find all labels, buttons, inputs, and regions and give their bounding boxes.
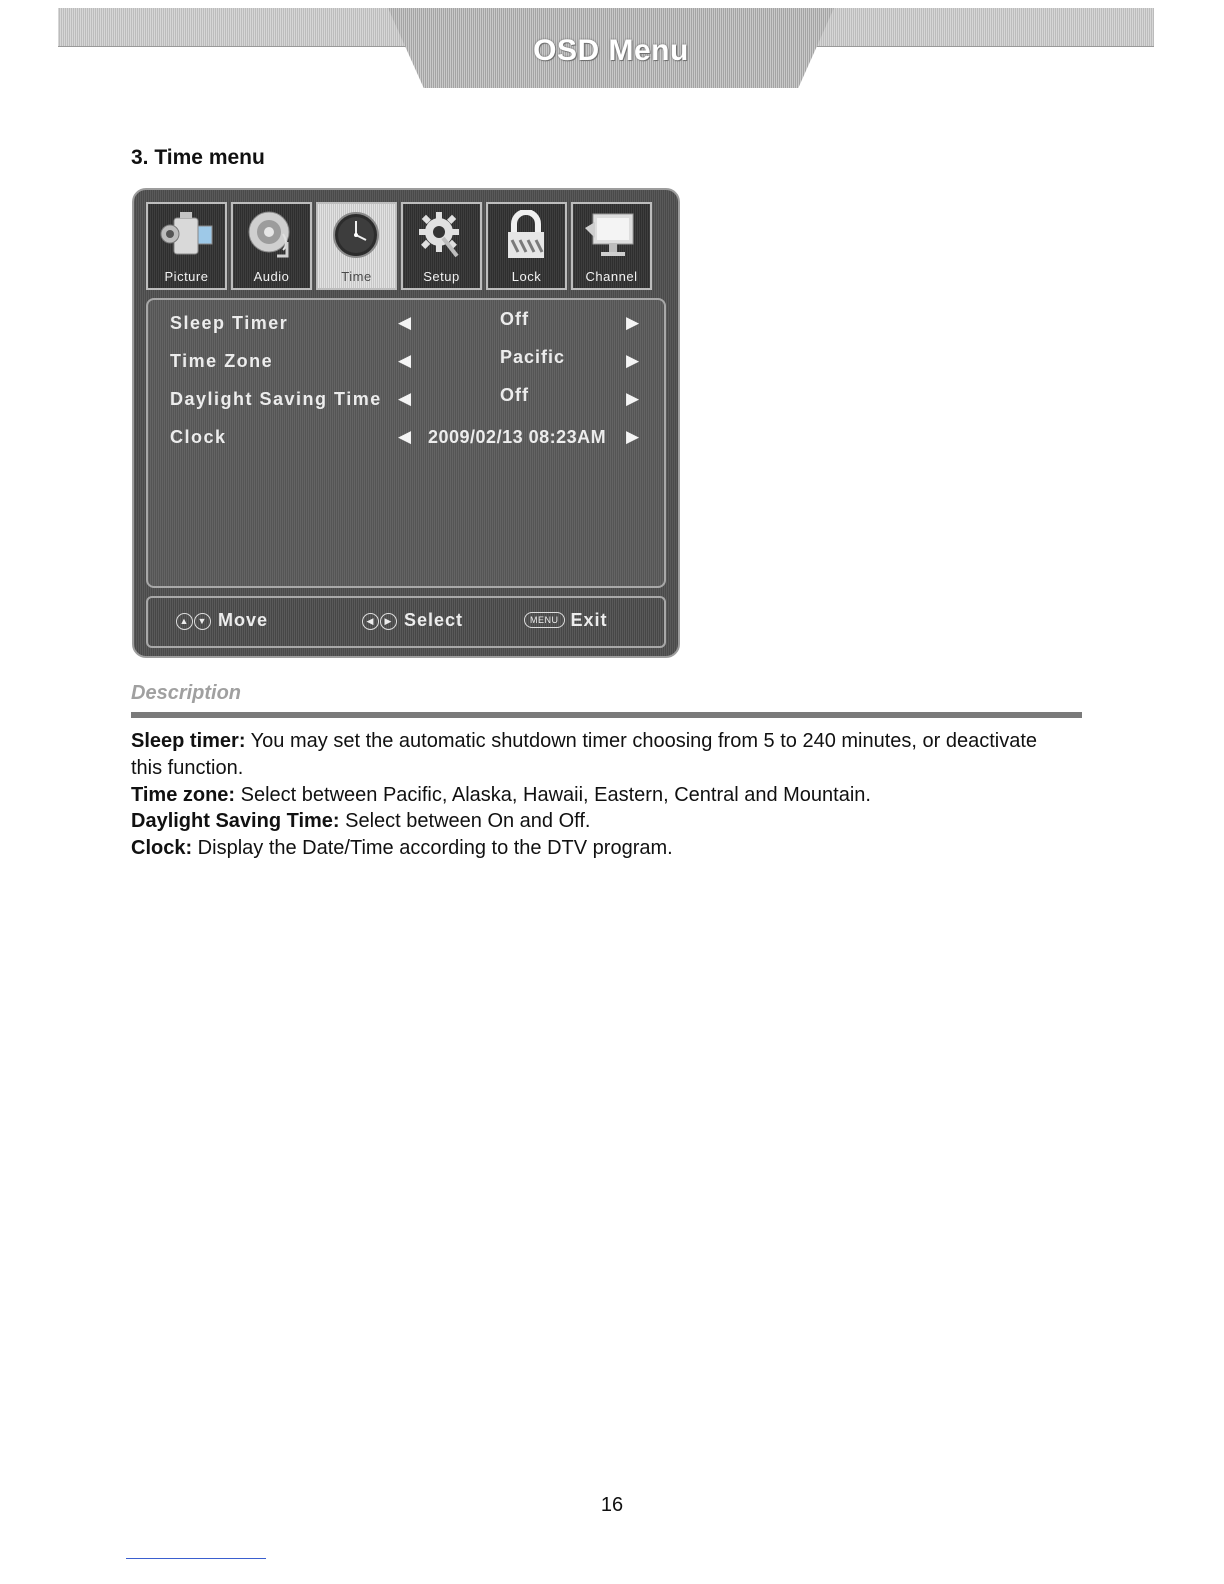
- hint-move: [176, 610, 268, 631]
- description-text: Select between On and Off.: [339, 810, 591, 833]
- setting-label: Clock: [170, 427, 227, 447]
- description-item: [131, 782, 1061, 809]
- up-arrow-icon: ▲: [176, 613, 193, 630]
- hint-exit-label: Exit: [570, 610, 608, 630]
- arrow-right-icon[interactable]: ▶: [626, 313, 640, 332]
- osd-menu-screenshot: [132, 188, 680, 658]
- setting-row-sleep-timer[interactable]: [148, 308, 664, 338]
- tab-setup[interactable]: [401, 202, 482, 290]
- menu-key-icon: MENU: [524, 612, 565, 628]
- arrow-left-icon[interactable]: ◀: [398, 427, 412, 446]
- hint-select-label: Select: [404, 610, 464, 630]
- tab-picture[interactable]: [146, 202, 227, 290]
- description-title: Description: [131, 682, 242, 704]
- right-arrow-icon: ▶: [380, 613, 397, 630]
- setting-label: Daylight Saving Time: [170, 389, 382, 409]
- setting-label: Time Zone: [170, 351, 274, 371]
- description-term: Daylight Saving Time:: [131, 810, 340, 833]
- settings-panel: [146, 298, 666, 588]
- tab-time[interactable]: [316, 202, 397, 290]
- description-term: Time zone:: [131, 783, 236, 806]
- arrow-right-icon[interactable]: ▶: [626, 351, 640, 370]
- description-text: You may set the automatic shutdown timer choosing from 5 to 240 minutes, or deactivate this function.: [131, 730, 1038, 779]
- hint-exit: [524, 610, 608, 631]
- tab-audio[interactable]: [231, 202, 312, 290]
- tab-channel[interactable]: [571, 202, 652, 290]
- setting-value: Pacific: [500, 347, 566, 367]
- arrow-left-icon[interactable]: ◀: [398, 313, 412, 332]
- tab-label: Picture: [164, 269, 209, 284]
- tv-monitor-icon: [583, 210, 640, 260]
- description-term: Clock:: [131, 837, 193, 860]
- page-number: 16: [600, 1494, 624, 1516]
- description-item: [131, 728, 1061, 782]
- description-item: [131, 808, 1061, 835]
- camcorder-icon: [158, 210, 215, 260]
- page-header-title: OSD Menu: [533, 34, 689, 67]
- tab-label: Channel: [585, 269, 638, 284]
- hint-select: [362, 610, 463, 631]
- hint-move-label: Move: [218, 610, 269, 630]
- setting-row-clock[interactable]: [148, 422, 664, 452]
- description-term: Sleep timer:: [131, 730, 246, 752]
- arrow-left-icon[interactable]: ◀: [398, 351, 412, 370]
- setting-label: Sleep Timer: [170, 313, 289, 333]
- description-text: Select between Pacific, Alaska, Hawaii, Eastern, Central and Mountain.: [235, 783, 871, 806]
- description-body: [131, 728, 1061, 862]
- setting-row-daylight-saving-time[interactable]: [148, 384, 664, 414]
- setting-value: Off: [500, 309, 529, 329]
- description-item: [131, 835, 1061, 862]
- tab-label: Lock: [511, 269, 542, 284]
- setting-row-time-zone[interactable]: [148, 346, 664, 376]
- tab-label: Time: [341, 269, 372, 284]
- setting-value: 2009/02/13 08:23AM: [428, 427, 607, 447]
- speaker-icon: [243, 210, 300, 260]
- section-heading: 3. Time menu: [131, 146, 265, 169]
- description-text: Display the Date/Time according to the DTV program.: [192, 837, 673, 860]
- tab-label: Setup: [423, 269, 460, 284]
- down-arrow-icon: ▼: [194, 613, 211, 630]
- left-arrow-icon: ◀: [362, 613, 379, 630]
- arrow-right-icon[interactable]: ▶: [626, 389, 640, 408]
- arrow-left-icon[interactable]: ◀: [398, 389, 412, 408]
- footer-line: [126, 1558, 266, 1559]
- osd-hint-bar: [146, 596, 666, 648]
- tab-lock[interactable]: [486, 202, 567, 290]
- description-divider: [131, 712, 1082, 718]
- padlock-icon: [498, 210, 555, 260]
- clock-icon: [328, 210, 385, 260]
- tab-label: Audio: [253, 269, 290, 284]
- arrow-right-icon[interactable]: ▶: [626, 427, 640, 446]
- gear-icon: [413, 210, 470, 260]
- setting-value: Off: [500, 385, 529, 405]
